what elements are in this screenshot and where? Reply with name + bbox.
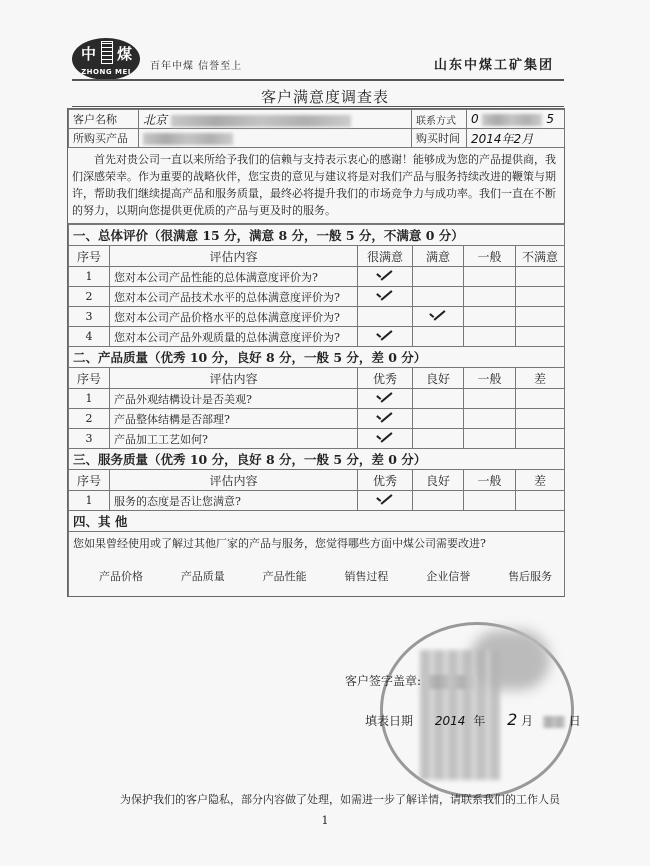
row-question: 您对本公司产品外观质量的总体满意度评价为? xyxy=(110,327,358,347)
rating-cell[interactable] xyxy=(516,327,565,347)
customer-name-field xyxy=(139,110,412,129)
rating-cell[interactable] xyxy=(358,267,413,287)
rating-table xyxy=(68,224,565,596)
row-question: 产品外观结構设计是否美观? xyxy=(110,389,358,409)
section-title-overall: 一、总体评价（很满意 15 分，满意 8 分，一般 5 分，不满意 0 分） xyxy=(69,225,565,246)
year-unit: 年 xyxy=(473,714,486,728)
rating-cell[interactable] xyxy=(516,307,565,327)
row-number: 3 xyxy=(69,429,110,449)
redacted-block xyxy=(171,115,351,127)
rating-cell[interactable] xyxy=(464,429,516,449)
col-header-satisfied: 满意 xyxy=(413,246,464,267)
option-reputation[interactable]: 企业信誉 xyxy=(426,570,471,583)
rating-cell[interactable] xyxy=(358,307,413,327)
improvement-options xyxy=(69,554,564,596)
table-row xyxy=(69,267,565,287)
col-header-content: 评估内容 xyxy=(110,246,358,267)
table-row xyxy=(69,307,565,327)
row-question: 产品加工工艺如何? xyxy=(110,429,358,449)
rating-cell[interactable] xyxy=(358,491,413,511)
rating-cell[interactable] xyxy=(413,409,464,429)
rating-cell[interactable] xyxy=(413,389,464,409)
section-title-product-quality: 二、产品质量（优秀 10 分，良好 8 分，一般 5 分，差 0 分） xyxy=(69,347,565,368)
row-question: 您对本公司产品技术水平的总体满意度评价为? xyxy=(110,287,358,307)
row-number: 2 xyxy=(69,287,110,307)
customer-name-label: 客户名称 xyxy=(69,110,139,129)
row-number: 2 xyxy=(69,409,110,429)
date-year: 2014 xyxy=(434,714,466,728)
rating-cell[interactable] xyxy=(516,409,565,429)
col-header-very-satisfied: 很满意 xyxy=(358,246,413,267)
col-header-excellent: 优秀 xyxy=(358,470,413,491)
section-title-other: 四、其 他 xyxy=(69,511,565,532)
checkmark-icon xyxy=(377,271,393,280)
rating-cell[interactable] xyxy=(413,429,464,449)
rating-cell[interactable] xyxy=(358,287,413,307)
rating-cell[interactable] xyxy=(516,491,565,511)
table-row xyxy=(69,287,565,307)
table-row xyxy=(69,327,565,347)
rating-cell[interactable] xyxy=(358,429,413,449)
signature-line xyxy=(345,672,475,689)
logo-char-right: 煤 xyxy=(116,45,132,63)
checkmark-icon xyxy=(377,433,393,442)
slogan: 百年中煤 信誉至上 xyxy=(150,61,243,72)
section-title-service-quality: 三、服务质量（优秀 10 分，良好 8 分，一般 5 分，差 0 分） xyxy=(69,449,565,470)
col-header-average: 一般 xyxy=(464,470,516,491)
table-row xyxy=(69,491,565,511)
col-header-poor: 差 xyxy=(516,368,565,389)
rating-cell[interactable] xyxy=(516,429,565,449)
company-name: 山东中煤工矿集团 xyxy=(434,58,555,73)
redacted-signature xyxy=(425,675,475,689)
option-price[interactable]: 产品价格 xyxy=(99,570,143,583)
customer-info-table xyxy=(68,109,565,148)
row-question: 产品整体结構是否部理? xyxy=(110,409,358,429)
checkmark-icon xyxy=(377,495,393,504)
col-header-excellent: 优秀 xyxy=(358,368,413,389)
col-header-no: 序号 xyxy=(69,246,110,267)
row-number: 1 xyxy=(69,267,110,287)
redacted-block xyxy=(482,114,542,126)
rating-cell[interactable] xyxy=(516,267,565,287)
derrick-icon xyxy=(101,41,113,64)
rating-cell[interactable] xyxy=(358,389,413,409)
table-row xyxy=(69,389,565,409)
fill-date-line xyxy=(365,710,581,729)
col-header-unsatisfied: 不满意 xyxy=(516,246,565,267)
rating-cell[interactable] xyxy=(413,307,464,327)
product-field xyxy=(139,129,412,148)
other-question-cell xyxy=(69,532,565,597)
option-performance[interactable]: 产品性能 xyxy=(262,570,307,583)
page-number: 1 xyxy=(321,814,329,827)
contact-label: 联系方式 xyxy=(412,110,467,129)
zhongmei-logo xyxy=(72,38,140,80)
col-header-content: 评估内容 xyxy=(110,368,358,389)
privacy-footnote: 为保护我们的客户隐私，部分内容做了处理，如需进一步了解详情，请联系我们的工作人员 xyxy=(120,793,560,806)
rating-cell[interactable] xyxy=(413,267,464,287)
date-label: 填表日期 xyxy=(365,714,414,728)
survey-form xyxy=(67,108,565,597)
row-number: 4 xyxy=(69,327,110,347)
option-after-sales[interactable]: 售后服务 xyxy=(508,570,553,583)
checkmark-icon xyxy=(377,291,393,300)
checkmark-icon xyxy=(377,413,393,422)
table-row xyxy=(69,429,565,449)
rating-cell[interactable] xyxy=(516,287,565,307)
rating-cell[interactable] xyxy=(464,287,516,307)
col-header-no: 序号 xyxy=(69,368,110,389)
checkmark-icon xyxy=(430,311,446,320)
col-header-good: 良好 xyxy=(413,368,464,389)
rating-cell[interactable] xyxy=(464,409,516,429)
col-header-poor: 差 xyxy=(516,470,565,491)
row-number: 1 xyxy=(69,389,110,409)
rating-cell[interactable] xyxy=(413,491,464,511)
row-question: 您对本公司产品价格水平的总体满意度评价为? xyxy=(110,307,358,327)
purchase-time-label: 购买时间 xyxy=(412,129,467,148)
rating-cell[interactable] xyxy=(464,491,516,511)
title-divider xyxy=(72,106,564,107)
checkmark-icon xyxy=(377,331,393,340)
contact-prefix: 0 xyxy=(471,112,479,126)
table-row xyxy=(69,409,565,429)
col-header-average: 一般 xyxy=(464,368,516,389)
logo-english: ZHONG MEI xyxy=(81,68,131,76)
rating-cell[interactable] xyxy=(464,267,516,287)
rating-cell[interactable] xyxy=(464,389,516,409)
col-header-average: 一般 xyxy=(464,246,516,267)
rating-cell[interactable] xyxy=(516,389,565,409)
rating-cell[interactable] xyxy=(464,327,516,347)
option-sales-process[interactable]: 销售过程 xyxy=(344,570,389,583)
row-number: 3 xyxy=(69,307,110,327)
row-question: 您对本公司产品性能的总体满意度评价为? xyxy=(110,267,358,287)
rating-cell[interactable] xyxy=(464,307,516,327)
option-quality[interactable]: 产品质量 xyxy=(180,570,225,583)
row-number: 1 xyxy=(69,491,110,511)
signature-label: 客户签字盖章: xyxy=(345,674,422,688)
row-question: 服务的态度是否让您满意? xyxy=(110,491,358,511)
purchase-time-value: 2014年2月 xyxy=(467,129,565,148)
rating-cell[interactable] xyxy=(413,287,464,307)
col-header-content: 评估内容 xyxy=(110,470,358,491)
contact-suffix: 5 xyxy=(546,112,554,126)
redacted-day xyxy=(543,716,565,728)
customer-name-value: 北京 xyxy=(143,112,168,127)
intro-paragraph: 首先对贵公司一直以来所给予我们的信赖与支持表示衷心的感谢！能够成为您的产品提供商，我们深感荣幸。作为重要的战略伙伴，您宝贵的意见与建议将是对我们产品与服务持续改进的鞭策与期许，帮助我们继续提高产品和服务质量，最终必将提升我们的市场竞争力与成功率。我们一直在不断的努力，以期向您提供更优质的产品与更及时的服务。 xyxy=(68,148,564,224)
logo-char-left: 中 xyxy=(81,45,97,63)
contact-field xyxy=(467,110,565,129)
other-question: 您如果曾经使用或了解过其他厂家的产品与服务，您觉得哪些方面中煤公司需要改进? xyxy=(73,537,486,550)
month-unit: 月 xyxy=(521,714,534,728)
rating-cell[interactable] xyxy=(413,327,464,347)
checkmark-icon xyxy=(377,393,393,402)
day-unit: 日 xyxy=(568,714,581,728)
rating-cell[interactable] xyxy=(358,327,413,347)
col-header-good: 良好 xyxy=(413,470,464,491)
header-divider xyxy=(72,79,564,81)
page-title: 客户满意度调查表 xyxy=(260,88,389,106)
product-label: 所购买产品 xyxy=(69,129,139,148)
rating-cell[interactable] xyxy=(358,409,413,429)
redacted-block xyxy=(143,133,233,145)
col-header-no: 序号 xyxy=(69,470,110,491)
date-month: 2 xyxy=(507,710,518,729)
